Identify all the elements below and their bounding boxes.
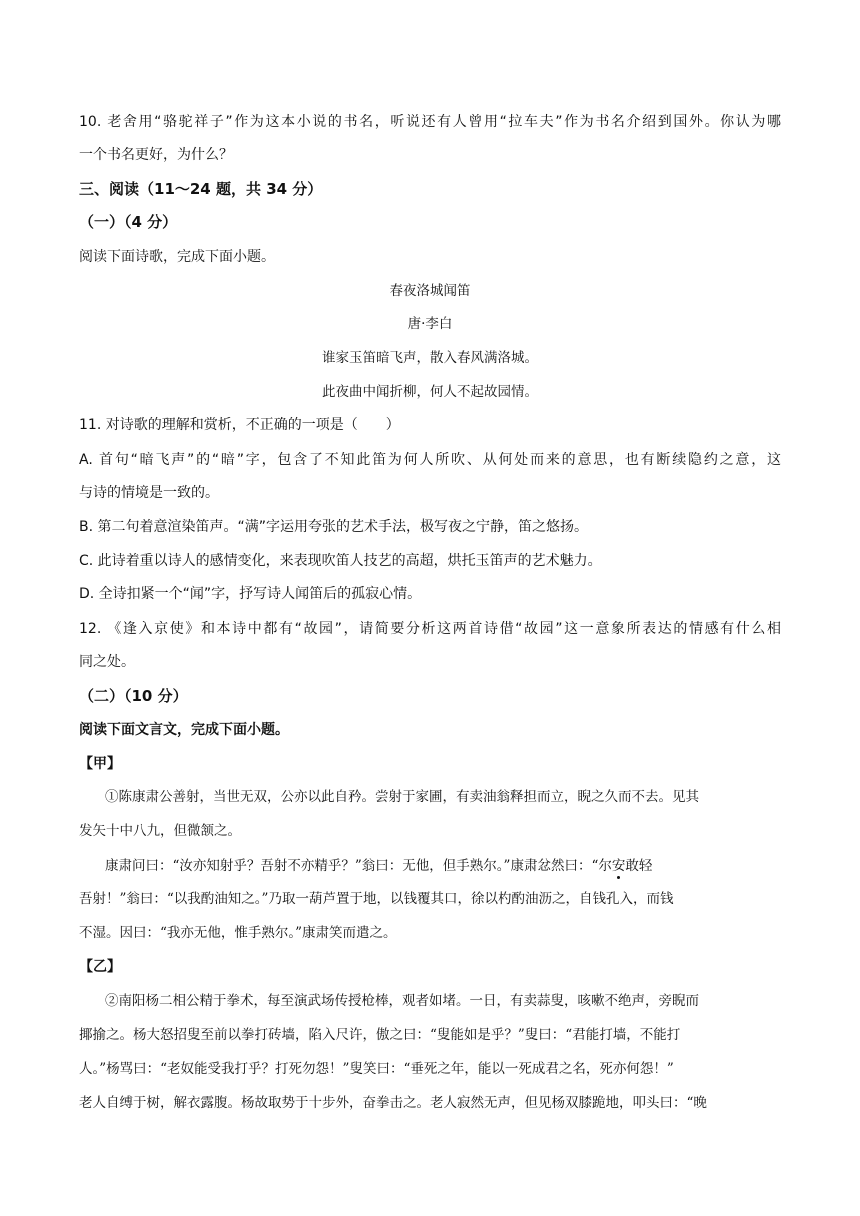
question-12-line-2: 同之处。 [79,654,135,670]
question-10-line-2: 一个书名更好，为什么？ [79,147,233,163]
part-2-instruction: 阅读下面文言文，完成下面小题。 [79,722,289,738]
section-3-heading: 三、阅读（11～24 题，共 34 分） [79,180,323,198]
passage-yi-line-1: ②南阳杨二相公精于拳术，每至演武场传授枪棒，观者如堵。一日，有卖蒜叟，咳嗽不绝声，旁睨而 [105,993,699,1009]
passage-yi-line-3: 人。”杨骂曰：“老奴能受我打乎？打死勿怨！”叟笑曰：“垂死之年，能以一死成君之名，死亦何怨！” [79,1061,674,1077]
question-11-option-b: B. 第二句着意渲染笛声。“满”字运用夸张的艺术手法，极写夜之宁静，笛之悠扬。 [79,519,589,535]
question-11-option-a-line-2: 与诗的情境是一致的。 [79,485,219,501]
question-11-option-d: D. 全诗扣紧一个“闻”字，抒写诗人闻笛后的孤寂心情。 [79,586,422,602]
emphasized-character: 安 [611,858,626,874]
passage-jia-p1-line-2: 发矢十中八九，但微颔之。 [79,823,241,839]
poem-author: 唐·李白 [407,316,453,332]
poem-line-1: 谁家玉笛暗飞声，散入春风满洛城。 [322,350,538,366]
passage-yi-line-4: 老人自缚于树，解衣露腹。杨故取势于十步外，奋拳击之。老人寂然无声，但见杨双膝跪地，叩头曰：“晚 [79,1095,707,1111]
passage-jia-label: 【甲】 [79,756,121,772]
passage-jia-p2-line-3: 不湿。因曰：“我亦无他，惟手熟尔。”康肃笑而遣之。 [79,925,397,941]
question-10-line-1: 10. 老舍用“骆驼祥子”作为这本小说的书名，听说还有人曾用“拉车夫”作为书名介绍到国外。你认为哪 [79,114,781,130]
part-1-instruction: 阅读下面诗歌，完成下面小题。 [79,249,275,265]
part-1-heading: （一）（4 分） [79,213,178,231]
question-11-option-c: C. 此诗着重以诗人的感情变化，来表现吹笛人技艺的高超，烘托玉笛声的艺术魅力。 [79,553,602,569]
passage-jia-p2-line-1 [105,857,652,875]
question-12-line-1: 12. 《逢入京使》和本诗中都有“故园”，请简要分析这两首诗借“故园”这一意象所表达的情感有什么相 [79,621,781,637]
passage-jia-p1-line-1: ①陈康肃公善射，当世无双，公亦以此自矜。尝射于家圃，有卖油翁释担而立，睨之久而不去。见其 [105,789,699,805]
passage-yi-label: 【乙】 [79,959,121,975]
passage-jia-p2-line-1-end: 敢轻 [625,858,653,874]
question-11-option-a-line-1: A. 首句“暗飞声”的“暗”字，包含了不知此笛为何人所吹、从何处而来的意思，也有断续隐约之意，这 [79,452,781,468]
passage-yi-line-2: 揶揄之。杨大怒招叟至前以拳打砖墙，陷入尺许，傲之曰：“叟能如是乎？”叟曰：“君能打墙，不能打 [79,1027,681,1043]
passage-jia-p2-line-1-start: 康肃问曰：“汝亦知射乎？吾射不亦精乎？”翁曰：无他，但手熟尔。”康肃忿然曰：“尔 [105,858,612,874]
passage-jia-p2-line-2: 吾射！”翁曰：“以我酌油知之。”乃取一葫芦置于地，以钱覆其口，徐以杓酌油沥之，自钱孔入，而钱 [79,891,674,907]
part-2-heading: （二）（10 分） [79,687,188,705]
question-11-stem: 11. 对诗歌的理解和赏析，不正确的一项是（ ） [79,417,400,433]
poem-title: 春夜洛城闻笛 [389,283,471,299]
poem-line-2: 此夜曲中闻折柳，何人不起故园情。 [322,384,538,400]
